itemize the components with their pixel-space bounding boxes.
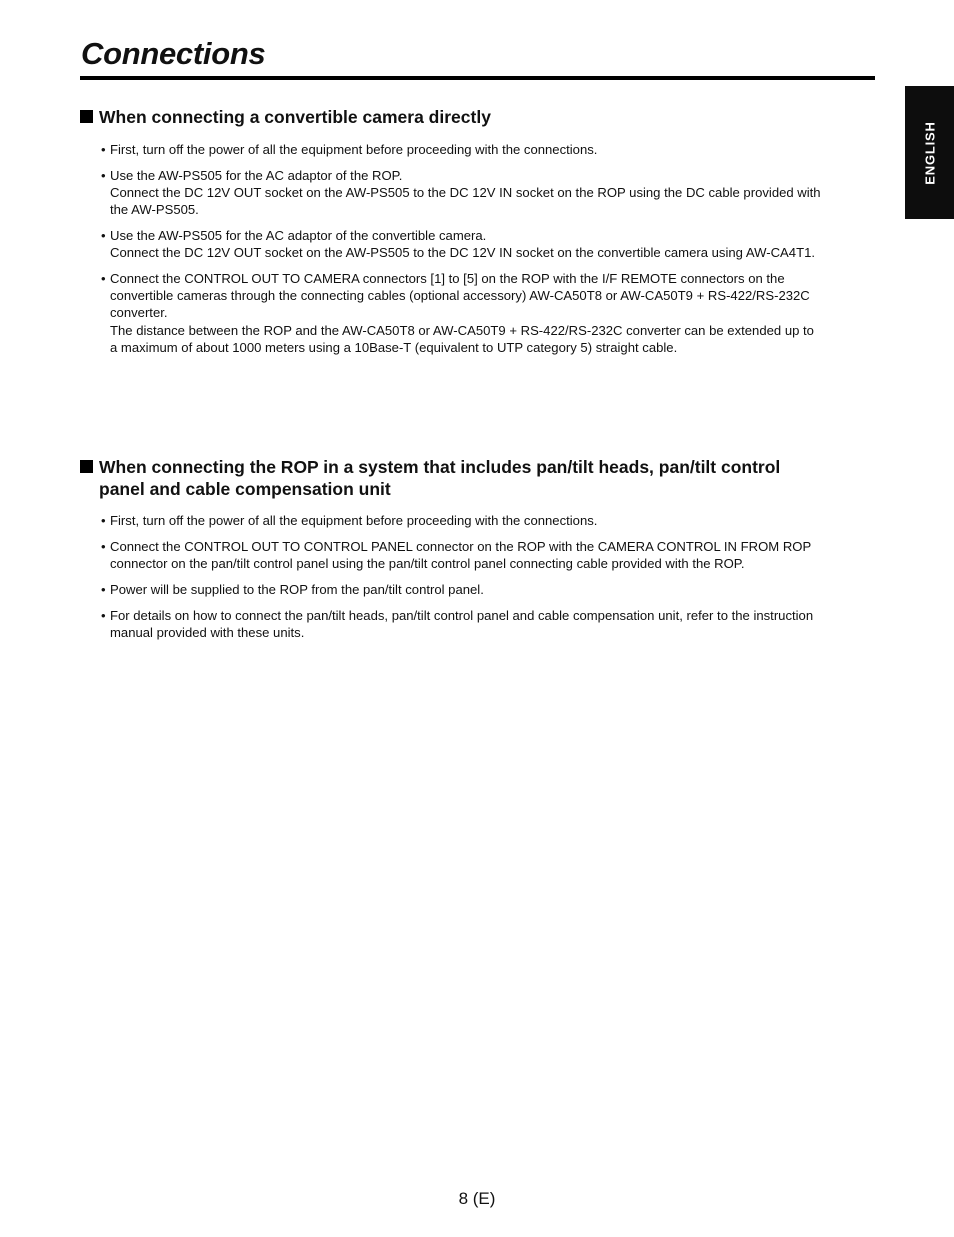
section-pan-tilt-system [80,456,875,641]
section-direct-connection [80,106,875,356]
bullet-dot: • [101,142,106,157]
bullet-text: First, turn off the power of all the equipment before proceeding with the connections. [110,142,598,157]
bullet-dot: • [101,513,106,528]
bullet-text: the AW-PS505. [110,202,199,218]
section-heading-line: When connecting a convertible camera directly [99,107,491,127]
list-item [80,512,875,529]
language-tab [905,86,954,219]
list-item [80,538,875,572]
square-bullet-icon [80,110,93,123]
square-bullet-icon [80,460,93,473]
bullet-dot: • [101,538,106,554]
bullet-list [80,512,875,641]
bullet-text: Connect the DC 12V OUT socket on the AW-PS505 to the DC 12V IN socket on the ROP using the DC cable provided with [110,185,821,200]
bullet-text: a maximum of about 1000 meters using a 10Base-T (equivalent to UTP category 5) straight cable. [110,339,678,355]
bullet-text: manual provided with these units. [110,624,305,640]
bullet-list [80,141,875,356]
section-heading [80,106,875,128]
bullet-dot: • [101,167,106,183]
title-divider [80,76,875,80]
section-heading-line: When connecting the ROP in a system that includes pan/tilt heads, pan/tilt control [99,457,781,477]
list-item [80,141,875,158]
language-tab-label: ENGLISH [922,120,937,185]
section-heading [80,456,875,500]
bullet-text: Connect the CONTROL OUT TO CONTROL PANEL connector on the ROP with the CAMERA CONTROL IN FROM ROP [110,538,812,554]
bullet-dot: • [101,581,106,597]
bullet-dot: • [101,607,106,623]
list-item [80,607,875,641]
page-title: Connections [81,36,266,71]
bullet-text: connector on the pan/tilt control panel using the pan/tilt control panel connecting cable provided with the ROP. [110,556,745,571]
section-heading-line: panel and cable compensation unit [99,479,391,499]
bullet-text: Connect the CONTROL OUT TO CAMERA connectors [1] to [5] on the ROP with the I/F REMOTE connectors on the [110,271,785,286]
list-item [80,270,875,356]
bullet-text: Connect the DC 12V OUT socket on the AW-PS505 to the DC 12V IN socket on the convertible camera using AW-CA4T1. [110,245,815,261]
bullet-text: convertible cameras through the connecting cables (optional accessory) AW-CA50T8 or AW-CA50T9 + RS-422/RS-232C [110,288,810,304]
bullet-text: Power will be supplied to the ROP from the pan/tilt control panel. [110,581,484,597]
page-number: 8 (E) [458,1189,496,1208]
list-item [80,581,875,598]
bullet-text: converter. [110,305,168,321]
bullet-text: For details on how to connect the pan/tilt heads, pan/tilt control panel and cable compensation unit, refer to the instruction [110,607,814,623]
bullet-dot: • [101,228,106,243]
bullet-text: Use the AW-PS505 for the AC adaptor of the ROP. [110,167,403,183]
list-item [80,227,875,261]
bullet-dot: • [101,271,106,286]
bullet-text: Use the AW-PS505 for the AC adaptor of the convertible camera. [110,228,487,243]
bullet-text: First, turn off the power of all the equipment before proceeding with the connections. [110,513,598,528]
list-item [80,167,875,219]
bullet-text: The distance between the ROP and the AW-CA50T8 or AW-CA50T9 + RS-422/RS-232C converter can be extended up to [110,322,814,338]
